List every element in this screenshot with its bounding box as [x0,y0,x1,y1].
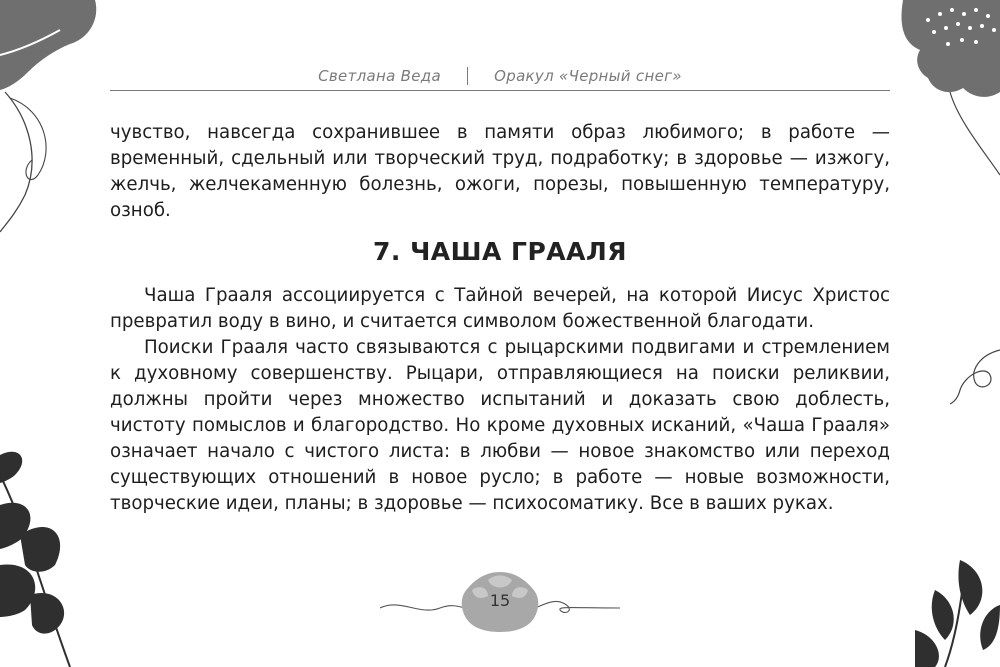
body-text-top [110,120,890,224]
paragraph-continued: чувство, навсегда сохранившее в памяти образ любимого; в работе — временный, сдельный или творческий труд, подработку; в здоровье — изжогу, желчь, желчекаменную болезнь, ожоги, порезы, повышенную температуру, озноб. [110,122,890,221]
paragraph-1: Чаша Грааля ассоциируется с Тайной вечерей, на которой Иисус Христос превратил воду в вино, и считается символом божественной благодати. [110,285,890,332]
flower-ornament-top-left [0,0,110,240]
leaf-branch-bottom-right [915,560,1000,667]
body-text-main [110,283,890,517]
section-title: 7. ЧАША ГРААЛЯ [372,237,628,266]
page-number: 15 [489,591,511,610]
running-header [110,62,890,91]
header-author: Светлана Веда [318,67,441,85]
paragraph-2: Поиски Грааля часто связываются с рыцарскими подвигами и стремлением к духовному совершенству. Рыцари, отправляющиеся на поиски реликвии, должны пройти через множество испытаний и доказать свою доблесть, чистоту помыслов и благородство. Но кроме духовных исканий, «Чаша Грааля» означает начало с чистого листа: в любви — новое знакомство или переход существующих отношений в новое русло; в работе — новые возможности, творческие идеи, планы; в здоровье — психосоматику. Все в ваших руках. [110,337,890,514]
header-separator [467,67,468,85]
swirl-ornament-right [950,330,1000,410]
leaf-branch-bottom-left [0,445,90,667]
header-book-title: Оракул «Черный снег» [494,67,682,85]
flower-ornament-top-right [888,0,1000,200]
